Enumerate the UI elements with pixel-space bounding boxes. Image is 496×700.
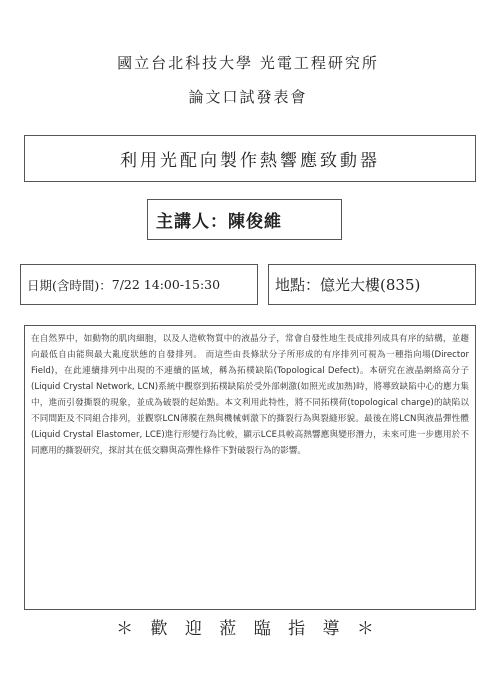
speaker-box (147, 199, 342, 240)
date-label: 日期(含時間)： (27, 277, 112, 293)
date-box (20, 264, 258, 305)
thesis-title: 利用光配向製作熱響應致動器 (120, 151, 380, 171)
place-value: 億光大樓(835) (320, 276, 421, 294)
abstract-text: 在自然界中，如動物的肌肉細胞，以及人造軟物質中的液晶分子，常會自發性地生長成排列成具有序的結構，並趨向最低自由能與最大亂度狀態的自發排列。 而這些由長條狀分子所形成的有序排列可視為一種指向場(Director Field)，在此連續排列中出現的不連續的區域，稱為拓樸缺陷(Topological Defect)。本研究在液晶網絡高分子(Liquid Crystal Network, LCN)系統中觀察到拓樸缺陷於受外部刺激(如照光或加熱)時，將導致缺陷中心的應力集中，進而引發撕裂的現象，並成為破裂的起始點。本文利用此特性，將不同拓樸荷(topological charge)的缺陷以不同間距及不同組合排列，並觀察LCN薄膜在熱與機械刺激下的撕裂行為與裂縫形貌。最後在將LCN與液晶彈性體(Liquid Crystal Elastomer, LCE)進行形變行為比較，顯示LCE具較高熱響應與變形潛力，未來可進一步應用於不同應用的撕裂研究，探討其在低交聯與高彈性條件下對破裂行為的影響。 (31, 334, 469, 456)
speaker-name: 陳俊維 (228, 212, 282, 232)
abstract-box (24, 325, 476, 610)
place-label: 地點： (275, 276, 321, 294)
thesis-title-box (24, 135, 476, 182)
date-value: 7/22 14:00-15:30 (111, 277, 221, 292)
welcome-text: ＊ 歡 迎 蒞 臨 指 導 ＊ (116, 619, 380, 639)
place-box (268, 264, 476, 305)
speaker-label: 主講人： (156, 212, 228, 232)
institution-name: 國立台北科技大學 光電工程研究所 (117, 54, 379, 72)
event-title: 論文口試發表會 (188, 88, 308, 106)
